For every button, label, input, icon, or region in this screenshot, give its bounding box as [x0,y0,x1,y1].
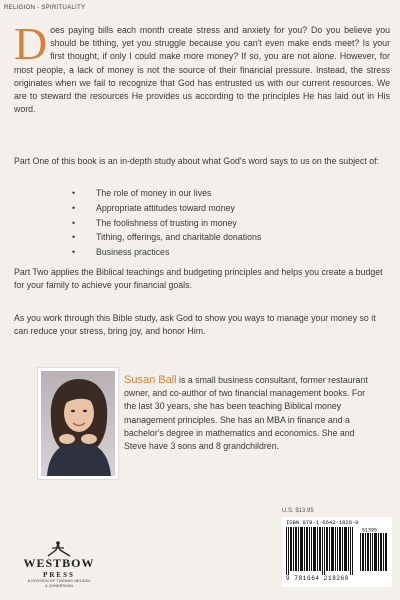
barcode-digits: 9 781664 218260 [286,575,350,582]
price-label: U.S. $13.95 [282,508,314,514]
author-photo [38,368,118,479]
topic-item: • The foolishness of trusting in money [72,216,261,231]
topic-list [72,186,261,260]
isbn-text: ISBN 978-1-6642-1826-0 [286,519,359,526]
intro-text: oes paying bills each month create stress and anxiety for you? Do you believe you should be tithing, yet you struggle because you can't even make ends meet? Is your first thought, if only I could make more money? If so, you are not alone. However, for most people, a lack of money is not the source of their financial pressure. Instead, the stress originates when we fail to recognize that God has entrusted us with our current resources. We are to steward the resources He provides us according to the principles He has laid out in His word. [14,25,390,115]
isbn-addon: 51395 [362,527,378,534]
barcode [282,517,392,587]
barcode-bars [286,527,388,575]
publisher-subline-1: A DIVISION OF THOMAS NELSON [27,579,91,583]
category-label: RELIGION - SPIRITUALITY [4,4,86,11]
publisher-press: PRESS [43,571,75,579]
topic-item: • Appropriate attitudes toward money [72,201,261,216]
topic-item: • Business practices [72,245,261,260]
author-bio [124,374,376,453]
topic-item: • Tithing, offerings, and charitable donations [72,230,261,245]
part-one-paragraph: Part One of this book is an in-depth study about what God's word says to us on the subject of: [14,156,380,166]
part-two-paragraph: Part Two applies the Biblical teachings and budgeting principles and helps you create a budget for your family to achieve your financial goals. [14,267,383,291]
closing-paragraph: As you work through this Bible study, ask God to show you ways to manage your money so it can reduce your stress, bring joy, and honor Him. [14,313,376,337]
author-name: Susan Ball [124,374,177,386]
topic-item: • The role of money in our lives [72,186,261,201]
publisher-subline-2: & ZONDERVAN [45,583,73,588]
publisher-logo [14,540,104,588]
intro-paragraph [14,18,390,116]
publisher-name: WESTBOW [23,556,95,570]
drop-cap: D [14,18,48,69]
author-bio-text: is a small business consultant, former restaurant owner, and co-author of two financial management books. For the last 30 years, she has been teaching Biblical money management principles. She has an MBA in finance and a bachelor's degree in mathematics and economics. She and Steve have 3 sons and 8 grandchildren. [124,375,368,452]
